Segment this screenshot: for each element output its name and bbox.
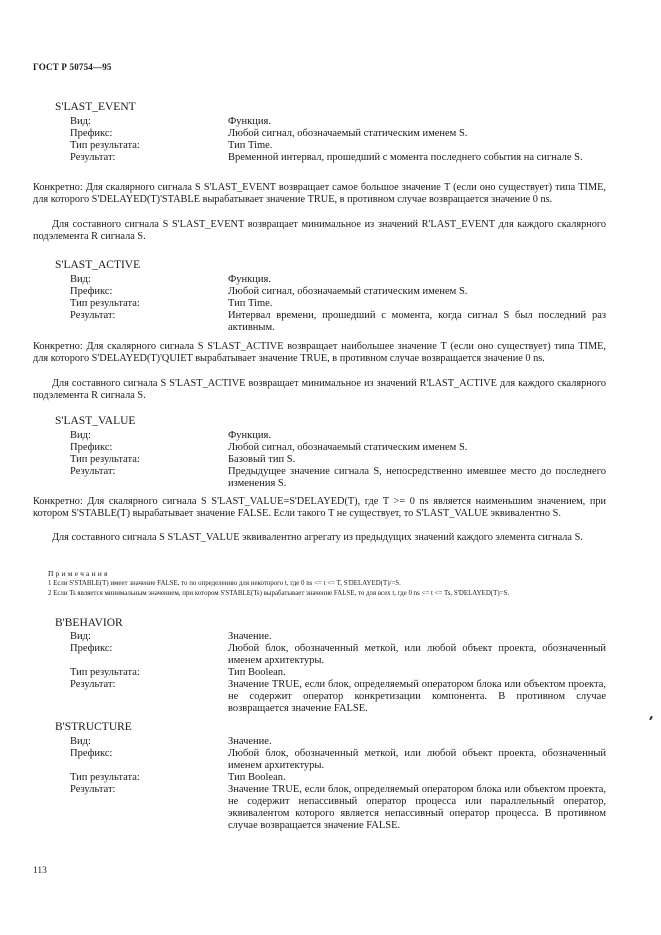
row-label: Префикс: [70, 748, 113, 759]
row-value: Тип Boolean. [228, 772, 286, 783]
notes-heading: Примечания [48, 569, 110, 578]
row-value: Любой блок, обозначенный меткой, или любой объект проекта, обозначенный именем архитектуры. [228, 643, 606, 666]
paragraph: Конкретно: Для скалярного сигнала S S'LAST_VALUE=S'DELAYED(T), где T >= 0 ns является наименьшим значением, при котором S'STABLE(T) вырабатывает значение FALSE. Если такого T не существует, то S'LAST_VALUE эквивалентно S. [33, 496, 606, 519]
row-label: Вид: [70, 430, 91, 441]
row-label: Вид: [70, 116, 91, 127]
row-label: Результат: [70, 310, 116, 321]
page-header: ГОСТ Р 50754—95 [33, 62, 112, 72]
row-label: Результат: [70, 679, 116, 690]
row-value: Тип Time. [228, 140, 273, 151]
row-value: Значение. [228, 631, 272, 642]
row-value: Любой блок, обозначенный меткой, или любой объект проекта, обозначенный именем архитектуры. [228, 748, 606, 771]
row-value: Тип Time. [228, 298, 273, 309]
note-1: 1 Если S'STABLE(T) имеет значение FALSE, то по определению для некоторого t, где 0 ns <= t <= T, S'DELAYED(T)/=S. [48, 580, 401, 587]
row-value: Предыдущее значение сигнала S, непосредственно имевшее место до последнего изменения S. [228, 466, 606, 489]
row-value: Базовый тип S. [228, 454, 296, 465]
row-label: Тип результата: [70, 140, 140, 151]
row-label: Тип результата: [70, 772, 140, 783]
row-label: Результат: [70, 152, 116, 163]
section-title-behavior: B'BEHAVIOR [55, 617, 123, 629]
note-2: 2 Если Ts является минимальным значением, при котором S'STABLE(Ts) вырабатывает значение FALSE, то для всех t, где 0 ns <= t <= Ts, S'DELAYED(T)=S. [48, 590, 510, 597]
row-value: Значение TRUE, если блок, определяемый оператором блока или объектом проекта, не содержит непассивный оператор процесса или параллельный оператор, эквивалентом которого является непассивный оператор процесса. В противном случае возвращается значение FALSE. [228, 784, 606, 831]
row-label: Результат: [70, 466, 116, 477]
scan-mark [649, 716, 653, 720]
section-title-last-active: S'LAST_ACTIVE [55, 259, 141, 271]
row-label: Префикс: [70, 442, 113, 453]
row-label: Префикс: [70, 643, 113, 654]
row-label: Префикс: [70, 128, 113, 139]
row-value: Любой сигнал, обозначаемый статическим именем S. [228, 442, 468, 453]
paragraph: Для составного сигнала S S'LAST_VALUE эквивалентно агрегату из предыдущих значений каждого элемента сигнала S. [52, 532, 583, 543]
row-label: Результат: [70, 784, 116, 795]
row-label: Вид: [70, 736, 91, 747]
row-value: Временной интервал, прошедший с момента последнего события на сигнале S. [228, 152, 583, 163]
row-label: Тип результата: [70, 298, 140, 309]
paragraph: Для составного сигнала S S'LAST_ACTIVE возвращает минимальное из значений R'LAST_ACTIVE для каждого скалярного подэлемента R сигнала S. [33, 378, 606, 401]
row-value: Значение TRUE, если блок, определяемый оператором блока или объектом проекта, не содержит оператор конкретизации компонента. В противном случае возвращается значение FALSE. [228, 679, 606, 714]
paragraph: Конкретно: Для скалярного сигнала S S'LAST_ACTIVE возвращает наибольшее значение T (если оно существует) типа TIME, для которого S'DELAYED(T)'QUIET вырабатывает значение TRUE, в противном случае возвращается значение 0 ns. [33, 341, 606, 364]
row-value: Интервал времени, прошедший с момента, когда сигнал S был последний раз активным. [228, 310, 606, 333]
row-label: Вид: [70, 274, 91, 285]
row-label: Префикс: [70, 286, 113, 297]
row-value: Любой сигнал, обозначаемый статическим именем S. [228, 128, 468, 139]
section-title-last-value: S'LAST_VALUE [55, 415, 136, 427]
row-label: Тип результата: [70, 667, 140, 678]
row-value: Любой сигнал, обозначаемый статическим именем S. [228, 286, 468, 297]
row-value: Тип Boolean. [228, 667, 286, 678]
row-value: Функция. [228, 116, 271, 127]
paragraph: Конкретно: Для скалярного сигнала S S'LAST_EVENT возвращает самое большое значение T (если оно существует) типа TIME, для которого S'DELAYED(T)'STABLE вырабатывает значение TRUE, в противном случае возвращается значение 0 ns. [33, 182, 606, 205]
row-value: Функция. [228, 430, 271, 441]
section-title-last-event: S'LAST_EVENT [55, 101, 136, 113]
row-value: Значение. [228, 736, 272, 747]
row-label: Тип результата: [70, 454, 140, 465]
row-value: Функция. [228, 274, 271, 285]
section-title-structure: B'STRUCTURE [55, 721, 132, 733]
row-label: Вид: [70, 631, 91, 642]
page-number: 113 [33, 866, 47, 876]
paragraph: Для составного сигнала S S'LAST_EVENT возвращает минимальное из значений R'LAST_EVENT для каждого скалярного подэлемента R сигнала S. [33, 219, 606, 242]
